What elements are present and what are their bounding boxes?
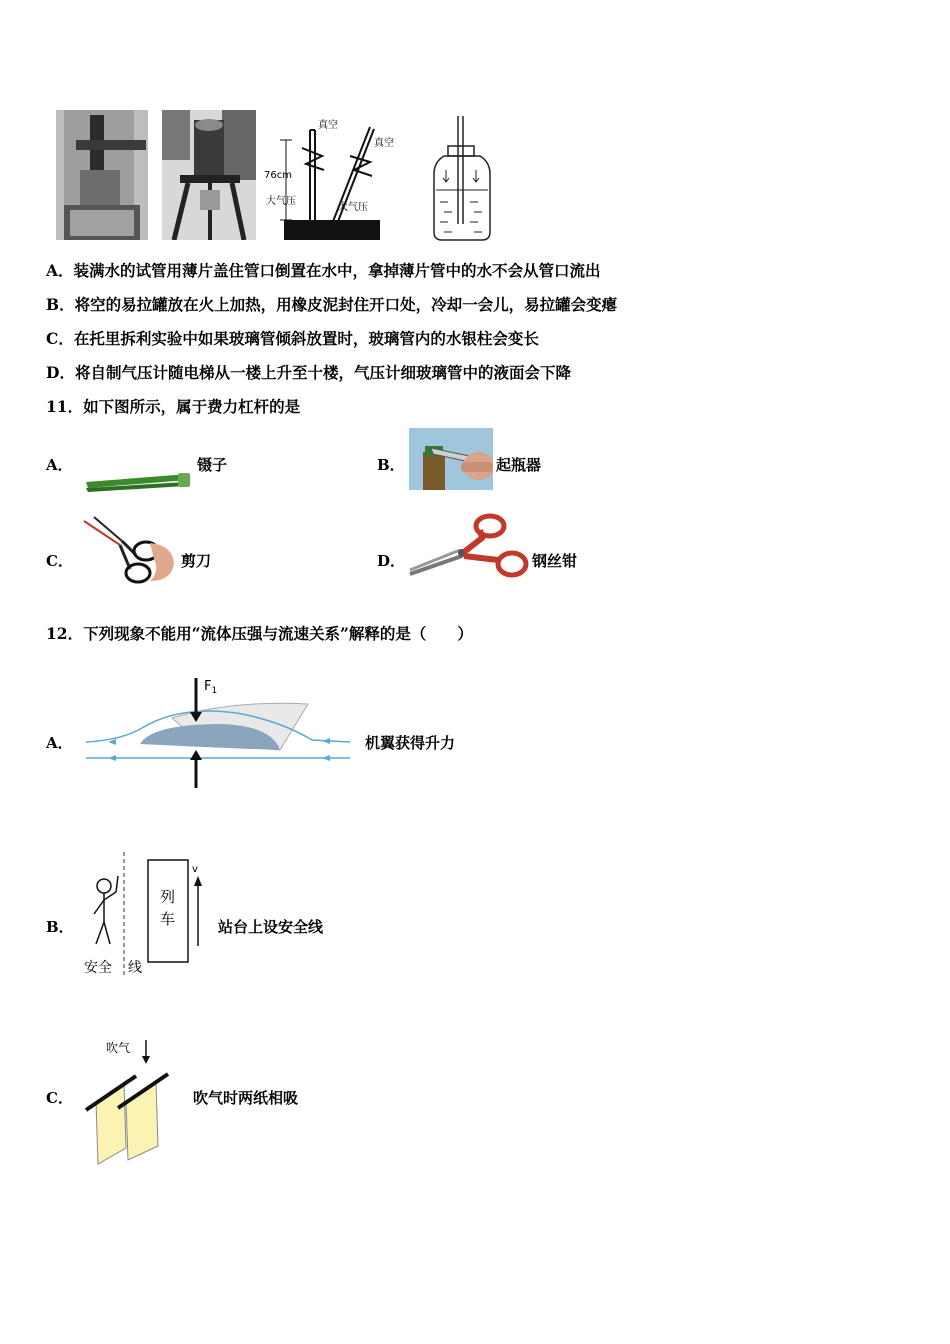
velocity-label: v xyxy=(192,864,198,875)
test-tube-photo xyxy=(56,110,148,240)
q11-option-c-caption: 剪刀 xyxy=(181,552,212,570)
q12-stem: 12．下列现象不能用“流体压强与流速关系”解释的是（ ） xyxy=(46,624,473,643)
option-text: 将空的易拉罐放在火上加热，用橡皮泥封住开口处，冷却一会儿，易拉罐会变瘪 xyxy=(74,295,618,314)
q11-option-d-letter: D． xyxy=(377,552,406,570)
q12-option-c-caption: 吹气时两纸相吸 xyxy=(193,1089,299,1107)
q12-option-b-letter: B． xyxy=(46,918,74,936)
blowing-papers-diagram xyxy=(80,1036,172,1166)
wire-pliers-image xyxy=(406,512,530,582)
q10-option-c xyxy=(46,329,539,349)
wing-airflow-diagram xyxy=(82,674,354,792)
homemade-barometer-diagram xyxy=(430,112,494,244)
option-letter: C． xyxy=(46,329,74,348)
q11-option-d-caption: 钢丝钳 xyxy=(532,552,578,570)
q11-option-b-caption: 起瓶器 xyxy=(496,456,542,474)
q11-option-b-letter: B． xyxy=(377,456,405,474)
q10-option-b xyxy=(46,295,617,315)
scissors-image xyxy=(80,515,178,585)
q10-option-d xyxy=(46,363,571,383)
option-letter: D． xyxy=(46,363,75,382)
q12-option-a-caption: 机翼获得升力 xyxy=(365,734,456,752)
safety-label: 安全 xyxy=(84,960,112,976)
q11-stem: 11．如下图所示，属于费力杠杆的是 xyxy=(46,397,301,416)
q11-option-a-letter: A． xyxy=(46,456,73,474)
station-safety-line-diagram xyxy=(80,850,210,980)
q11-option-a-caption: 镊子 xyxy=(197,456,228,474)
q12-option-a-letter: A． xyxy=(46,734,73,752)
q12-option-b-caption: 站台上设安全线 xyxy=(218,918,324,936)
blow-label: 吹气 xyxy=(106,1041,131,1055)
bottle-opener-image xyxy=(409,428,493,490)
line-label: 线 xyxy=(128,960,142,976)
force-subscript: 1 xyxy=(211,686,218,696)
can-heating-photo xyxy=(162,110,256,240)
vacuum-label-right: 真空 xyxy=(374,138,394,149)
train-label-1: 列 xyxy=(160,888,176,906)
option-letter: A． xyxy=(46,261,74,280)
option-text: 在托里拆利实验中如果玻璃管倾斜放置时，玻璃管内的水银柱会变长 xyxy=(73,329,539,348)
force-label: F xyxy=(204,679,212,694)
atm-label-right: 大气压 xyxy=(338,202,368,213)
torricelli-diagram xyxy=(262,112,404,242)
height-label: 76cm xyxy=(264,170,292,181)
svg-text:F1 xyxy=(204,679,217,696)
q12-option-c-letter: C． xyxy=(46,1089,73,1107)
atm-label-left: 大气压 xyxy=(266,196,296,207)
q11-option-c-letter: C． xyxy=(46,552,73,570)
option-text: 将自制气压计随电梯从一楼上升至十楼，气压计细玻璃管中的液面会下降 xyxy=(74,363,571,382)
tweezers-image xyxy=(82,468,192,494)
vacuum-label-left: 真空 xyxy=(318,120,338,131)
option-text: 装满水的试管用薄片盖住管口倒置在水中，拿掉薄片管中的水不会从管口流出 xyxy=(73,261,601,280)
train-label-2: 车 xyxy=(160,910,176,928)
q10-option-a xyxy=(46,261,601,281)
option-letter: B． xyxy=(46,295,75,314)
